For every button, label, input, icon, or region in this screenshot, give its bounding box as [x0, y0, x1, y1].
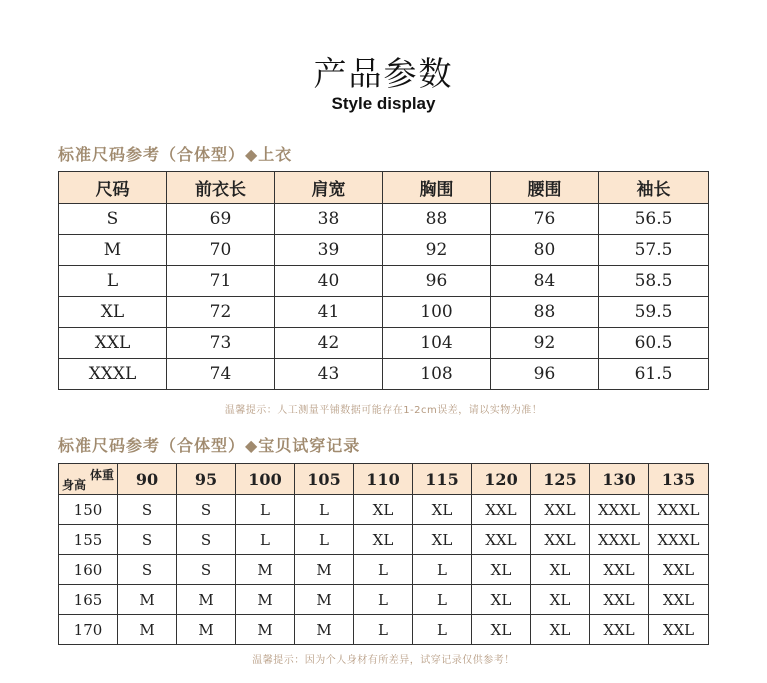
- height-cell: 150: [59, 495, 118, 525]
- height-cell: 160: [59, 555, 118, 585]
- height-label: 身高: [62, 478, 87, 492]
- table-row: [59, 615, 709, 645]
- size-cell: L: [236, 495, 295, 525]
- table-cell: M: [59, 235, 167, 266]
- size-cell: S: [177, 525, 236, 555]
- table-cell: 96: [383, 266, 491, 297]
- table-row: [59, 359, 709, 390]
- size-cell: M: [295, 555, 354, 585]
- size-cell: S: [118, 555, 177, 585]
- page-title: 产品参数: [313, 54, 454, 93]
- size-cell: XXXL: [649, 495, 709, 525]
- table-row: [59, 266, 709, 297]
- size-cell: L: [413, 555, 472, 585]
- size-cell: XL: [413, 495, 472, 525]
- table-cell: 72: [167, 297, 275, 328]
- table-cell: 80: [491, 235, 599, 266]
- table-row: [59, 525, 709, 555]
- size-cell: XL: [472, 585, 531, 615]
- table-cell: 92: [491, 328, 599, 359]
- size-cell: XXL: [649, 555, 709, 585]
- size-cell: M: [236, 585, 295, 615]
- table-row: [59, 235, 709, 266]
- header-chest: 胸围: [383, 172, 491, 204]
- size-cell: XXXL: [590, 525, 649, 555]
- size-cell: XL: [413, 525, 472, 555]
- size-cell: XL: [354, 525, 413, 555]
- weight-header: 90: [118, 464, 177, 495]
- table-cell: 40: [275, 266, 383, 297]
- table-cell: XXXL: [59, 359, 167, 390]
- size-cell: XL: [531, 585, 590, 615]
- table-cell: L: [59, 266, 167, 297]
- size-cell: L: [413, 585, 472, 615]
- weight-header: 105: [295, 464, 354, 495]
- table-header-row: [59, 464, 709, 495]
- size-cell: XXL: [649, 615, 709, 645]
- table-cell: 70: [167, 235, 275, 266]
- table-cell: 76: [491, 204, 599, 235]
- section-title-top-sizes: 标准尺码参考（合体型）◆上衣: [58, 145, 293, 164]
- table-cell: 41: [275, 297, 383, 328]
- header-shoulder: 肩宽: [275, 172, 383, 204]
- size-cell: XL: [531, 615, 590, 645]
- size-cell: XXL: [472, 525, 531, 555]
- size-cell: S: [118, 495, 177, 525]
- corner-cell: [59, 464, 118, 495]
- table-row: [59, 204, 709, 235]
- size-cell: XL: [354, 495, 413, 525]
- table-cell: XXL: [59, 328, 167, 359]
- size-cell: XL: [472, 615, 531, 645]
- height-cell: 155: [59, 525, 118, 555]
- table-row: [59, 585, 709, 615]
- table-cell: 88: [491, 297, 599, 328]
- size-cell: L: [354, 555, 413, 585]
- weight-header: 115: [413, 464, 472, 495]
- table-cell: S: [59, 204, 167, 235]
- table-row: [59, 297, 709, 328]
- table-cell: 69: [167, 204, 275, 235]
- fitting-note: 温馨提示：因为个人身材有所差异，试穿记录仅供参考！: [252, 655, 515, 666]
- table-cell: 43: [275, 359, 383, 390]
- table-cell: 96: [491, 359, 599, 390]
- table-cell: 84: [491, 266, 599, 297]
- size-cell: XXL: [531, 525, 590, 555]
- size-cell: L: [354, 615, 413, 645]
- table-row: [59, 495, 709, 525]
- table-header-row: [59, 172, 709, 204]
- size-cell: M: [295, 585, 354, 615]
- top-size-table: [58, 171, 709, 390]
- size-cell: S: [118, 525, 177, 555]
- table-cell: 71: [167, 266, 275, 297]
- table-cell: 38: [275, 204, 383, 235]
- size-cell: M: [295, 615, 354, 645]
- size-cell: XXL: [531, 495, 590, 525]
- table-cell: 42: [275, 328, 383, 359]
- size-cell: XL: [531, 555, 590, 585]
- table-row: [59, 555, 709, 585]
- table-cell: 92: [383, 235, 491, 266]
- page-subtitle: Style display: [331, 94, 436, 113]
- table-cell: 74: [167, 359, 275, 390]
- size-cell: L: [295, 525, 354, 555]
- table-cell: 59.5: [599, 297, 709, 328]
- size-cell: M: [118, 615, 177, 645]
- height-cell: 165: [59, 585, 118, 615]
- table-cell: 57.5: [599, 235, 709, 266]
- fitting-record-table: [58, 463, 709, 645]
- size-cell: L: [413, 615, 472, 645]
- size-cell: M: [118, 585, 177, 615]
- weight-header: 130: [590, 464, 649, 495]
- weight-header: 135: [649, 464, 709, 495]
- weight-header: 95: [177, 464, 236, 495]
- section-title-fitting-record: 标准尺码参考（合体型）◆宝贝试穿记录: [58, 436, 361, 455]
- size-cell: XXL: [472, 495, 531, 525]
- table-cell: 104: [383, 328, 491, 359]
- size-cell: XXL: [590, 585, 649, 615]
- header-front-length: 前衣长: [167, 172, 275, 204]
- size-cell: XXXL: [649, 525, 709, 555]
- size-cell: XL: [472, 555, 531, 585]
- size-cell: XXL: [590, 555, 649, 585]
- table-cell: 88: [383, 204, 491, 235]
- table-cell: 100: [383, 297, 491, 328]
- table-cell: 73: [167, 328, 275, 359]
- size-cell: S: [177, 555, 236, 585]
- weight-label: 体重: [89, 468, 114, 482]
- weight-header: 100: [236, 464, 295, 495]
- height-cell: 170: [59, 615, 118, 645]
- header-sleeve: 袖长: [599, 172, 709, 204]
- size-cell: M: [177, 615, 236, 645]
- table-cell: 39: [275, 235, 383, 266]
- measurement-note: 温馨提示：人工测量平铺数据可能存在1-2cm误差，请以实物为准！: [224, 405, 543, 416]
- size-cell: XXL: [649, 585, 709, 615]
- weight-header: 110: [354, 464, 413, 495]
- size-cell: L: [236, 525, 295, 555]
- weight-header: 125: [531, 464, 590, 495]
- weight-header: 120: [472, 464, 531, 495]
- table-cell: 58.5: [599, 266, 709, 297]
- size-cell: M: [236, 615, 295, 645]
- size-cell: L: [354, 585, 413, 615]
- table-cell: 61.5: [599, 359, 709, 390]
- size-cell: M: [236, 555, 295, 585]
- table-cell: 108: [383, 359, 491, 390]
- table-cell: XL: [59, 297, 167, 328]
- size-cell: XXL: [590, 615, 649, 645]
- size-cell: L: [295, 495, 354, 525]
- header-size: 尺码: [59, 172, 167, 204]
- size-cell: S: [177, 495, 236, 525]
- table-cell: 60.5: [599, 328, 709, 359]
- table-row: [59, 328, 709, 359]
- header-waist: 腰围: [491, 172, 599, 204]
- size-cell: XXXL: [590, 495, 649, 525]
- size-cell: M: [177, 585, 236, 615]
- table-cell: 56.5: [599, 204, 709, 235]
